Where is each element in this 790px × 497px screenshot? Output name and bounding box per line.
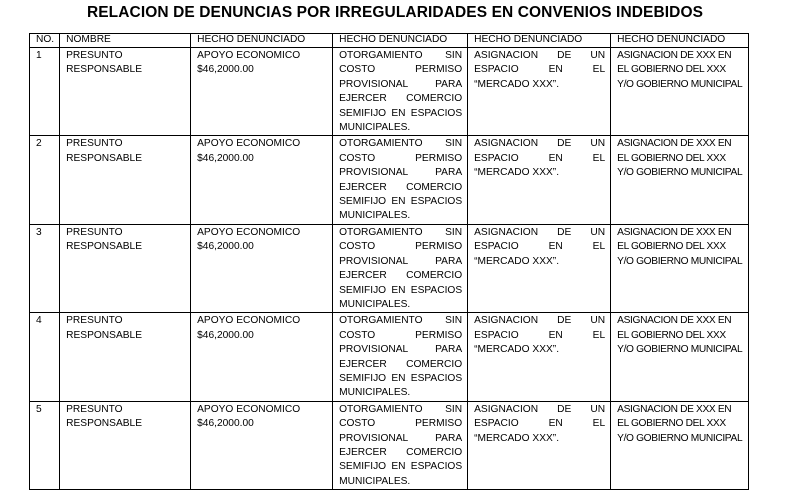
header-hecho-2: HECHO DENUNCIADO	[333, 34, 468, 48]
cell-hecho-1	[191, 48, 333, 136]
hecho-1-text: APOYO ECONOMICO	[197, 138, 301, 150]
table-row	[30, 224, 749, 312]
cell-nombre: PRESUNTO RESPONSABLE	[60, 48, 191, 136]
cell-hecho-4: ASIGNACION DE XXX EN EL GOBIERNO DEL XXX Y/O GOBIERNO MUNICIPAL	[611, 136, 749, 224]
hecho-1-text: APOYO ECONOMICO	[197, 50, 301, 61]
header-hecho-4: HECHO DENUNCIADO	[611, 34, 749, 48]
monto-text: $46,2000.00	[197, 418, 254, 430]
cell-hecho-1	[191, 136, 333, 224]
hecho-1-text: APOYO ECONOMICO	[197, 403, 301, 415]
monto-text: $46,2000.00	[197, 64, 254, 76]
cell-no: 5	[30, 401, 60, 489]
cell-hecho-2: OTORGAMIENTO SIN COSTO PERMISO PROVISIONAL PARA EJERCER COMERCIO SEMIFIJO EN ESPACIOS MUNICIPALES.	[333, 136, 468, 224]
monto-text: $46,2000.00	[197, 329, 254, 341]
monto-text: $46,2000.00	[197, 152, 254, 164]
denuncias-table	[29, 33, 749, 490]
cell-hecho-3: ASIGNACION DE UN ESPACIO EN EL “MERCADO XXX”.	[468, 401, 611, 489]
cell-hecho-2: OTORGAMIENTO SIN COSTO PERMISO PROVISIONAL PARA EJERCER COMERCIO SEMIFIJO EN ESPACIOS MUNICIPALES.	[333, 224, 468, 312]
document-title: RELACION DE DENUNCIAS POR IRREGULARIDADES EN CONVENIOS INDEBIDOS	[86, 4, 704, 21]
monto-text: $46,2000.00	[197, 241, 254, 253]
cell-no: 1	[30, 48, 60, 136]
cell-nombre: PRESUNTO RESPONSABLE	[60, 224, 191, 312]
cell-no: 2	[30, 136, 60, 224]
cell-hecho-1	[191, 313, 333, 401]
table-row	[30, 48, 749, 136]
cell-nombre: PRESUNTO RESPONSABLE	[60, 136, 191, 224]
header-hecho-1: HECHO DENUNCIADO	[191, 34, 333, 48]
cell-hecho-2: OTORGAMIENTO SIN COSTO PERMISO PROVISIONAL PARA EJERCER COMERCIO SEMIFIJO EN ESPACIOS MUNICIPALES.	[333, 48, 468, 136]
cell-hecho-4: ASIGNACION DE XXX EN EL GOBIERNO DEL XXX Y/O GOBIERNO MUNICIPAL	[611, 401, 749, 489]
header-no: NO.	[30, 34, 60, 48]
cell-hecho-4: ASIGNACION DE XXX EN EL GOBIERNO DEL XXX Y/O GOBIERNO MUNICIPAL	[611, 48, 749, 136]
table-row	[30, 136, 749, 224]
cell-hecho-4: ASIGNACION DE XXX EN EL GOBIERNO DEL XXX Y/O GOBIERNO MUNICIPAL	[611, 313, 749, 401]
hecho-1-text: APOYO ECONOMICO	[197, 226, 301, 238]
cell-hecho-4: ASIGNACION DE XXX EN EL GOBIERNO DEL XXX Y/O GOBIERNO MUNICIPAL	[611, 224, 749, 312]
cell-hecho-2: OTORGAMIENTO SIN COSTO PERMISO PROVISIONAL PARA EJERCER COMERCIO SEMIFIJO EN ESPACIOS MUNICIPALES.	[333, 313, 468, 401]
cell-hecho-1	[191, 224, 333, 312]
table-row	[30, 313, 749, 401]
cell-hecho-3: ASIGNACION DE UN ESPACIO EN EL “MERCADO XXX”.	[468, 48, 611, 136]
cell-hecho-3: ASIGNACION DE UN ESPACIO EN EL “MERCADO XXX”.	[468, 136, 611, 224]
cell-no: 4	[30, 313, 60, 401]
cell-hecho-2: OTORGAMIENTO SIN COSTO PERMISO PROVISIONAL PARA EJERCER COMERCIO SEMIFIJO EN ESPACIOS MUNICIPALES.	[333, 401, 468, 489]
header-hecho-3: HECHO DENUNCIADO	[468, 34, 611, 48]
cell-hecho-3: ASIGNACION DE UN ESPACIO EN EL “MERCADO XXX”.	[468, 224, 611, 312]
header-nombre: NOMBRE	[60, 34, 191, 48]
table-header-row	[30, 34, 749, 48]
cell-hecho-3: ASIGNACION DE UN ESPACIO EN EL “MERCADO XXX”.	[468, 313, 611, 401]
cell-hecho-1	[191, 401, 333, 489]
cell-nombre: PRESUNTO RESPONSABLE	[60, 313, 191, 401]
table-row	[30, 401, 749, 489]
hecho-1-text: APOYO ECONOMICO	[197, 315, 301, 327]
cell-nombre: PRESUNTO RESPONSABLE	[60, 401, 191, 489]
cell-no: 3	[30, 224, 60, 312]
